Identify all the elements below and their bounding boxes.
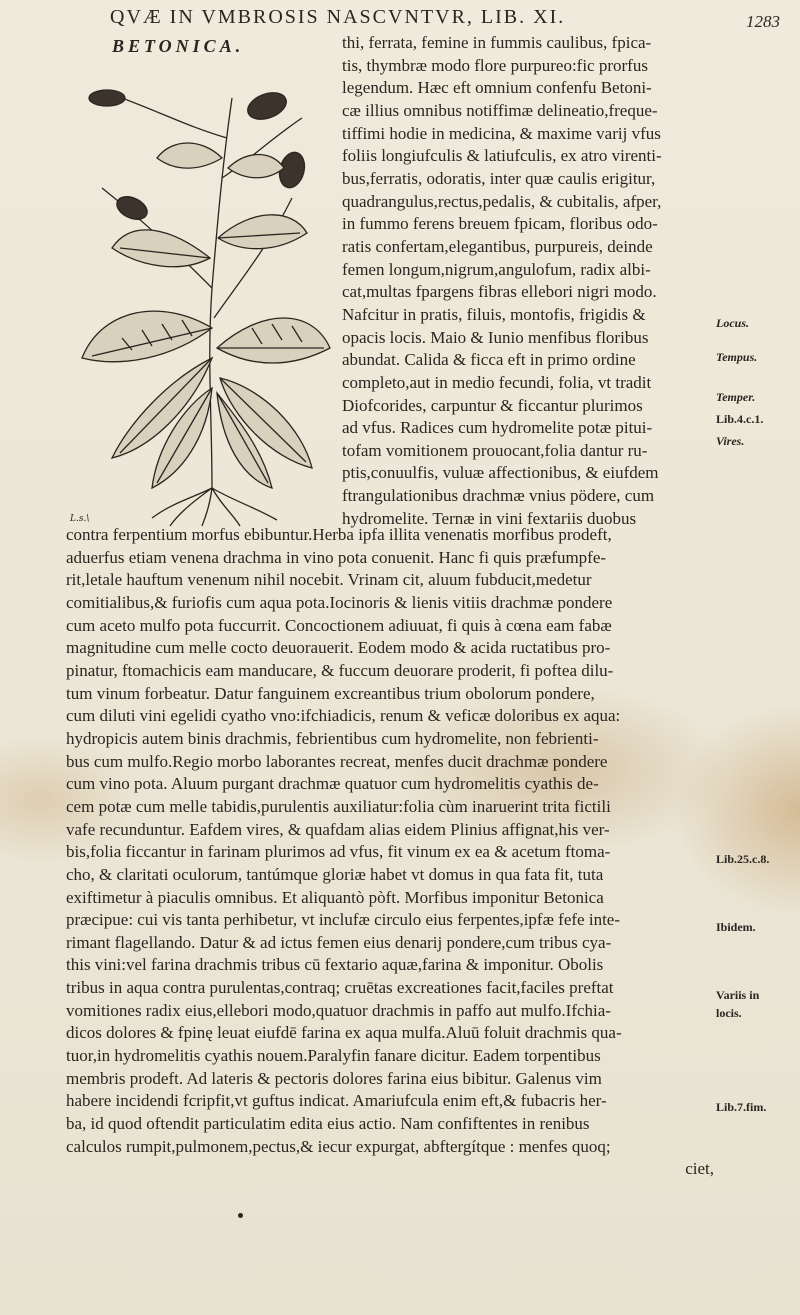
text-line: cum aceto mulfo pota fuccurrit. Concoctionem adiuuat, fi quis à cœna eam fabæ	[66, 615, 612, 635]
text-line: tuor,in hydromelitis cyathis nouem.Paralyfin fanare dicitur. Eadem torpentibus	[66, 1046, 601, 1066]
text-line: cum vino pota. Aluum purgant drachmæ quatuor cum hydromelitis cyathis de-	[66, 774, 599, 794]
margin-note-lib4: Lib.4.c.1.	[716, 412, 764, 426]
text-line: this vini:vel farina drachmis tribus cū fextario aquæ,farina & imponitur. Obolis	[66, 955, 604, 975]
text-line: habere incidendi fcripfit,vt guftus indicat. Amariufcula enim eft,& fubacris her-	[66, 1091, 607, 1111]
text-line: foliis longiufculis & latiufculis, ex atro virenti-	[342, 146, 662, 166]
margin-note-temper: Temper.	[716, 390, 756, 404]
text-line: aduerfus etiam venena drachma in vino pota conuenit. Hanc fi quis præfumpfe-	[66, 547, 607, 567]
margin-note-lib7: Lib.7.fim.	[716, 1100, 767, 1114]
text-line: ad vfus. Radices cum hydromelite potæ pitui-	[342, 418, 653, 438]
text-line: calculos rumpit,pulmonem,pectus,& iecur expurgat, abftergítque : menfes quoq;	[66, 1136, 611, 1156]
ink-dot	[238, 1213, 243, 1218]
text-line: cat,multas fpargens fibras ellebori nigri modo.	[342, 282, 657, 302]
upper-text-column	[342, 32, 712, 530]
text-line: contra ferpentium morfus ebibuntur.Herba ipfa illita venenatis morfibus prodeft,	[66, 525, 612, 544]
text-line: hydropicis autem binis drachmis, febrientibus cum hydromelite, non febrienti-	[66, 728, 599, 748]
margin-note-vires: Vires.	[716, 434, 745, 448]
margin-note-variis: Variis in	[716, 988, 760, 1002]
margin-note-tempus: Tempus.	[716, 350, 758, 364]
text-line: ciet,	[685, 1159, 714, 1179]
text-line: cho, & claritati oculorum, tantúmque gloriæ habet vt domus in qua fata fit, tuta	[66, 864, 604, 884]
text-line: legendum. Hæc eft omnium confenfu Betoni-	[342, 78, 652, 98]
text-line: thi, ferrata, femine in fummis caulibus, fpica-	[342, 33, 652, 52]
text-line: Nafcitur in pratis, filuis, montofis, frigidis &	[342, 304, 646, 324]
running-head: QVÆ IN VMBROSIS NASCVNTVR, LIB. XI.	[110, 6, 566, 28]
page-number: 1283	[746, 12, 780, 31]
text-line: vafe recunduntur. Eafdem vires, & quafdam alias eidem Plinius affignat,his ver-	[66, 819, 610, 839]
text-line: completo,aut in medio fecundi, folia, vt tradit	[342, 372, 652, 392]
text-line: tum vinum forbeatur. Datur fanguinem excreantibus trium obolorum pondere,	[66, 683, 595, 703]
text-line: bus,ferratis, odoratis, inter quæ caulis erigitur,	[342, 168, 656, 188]
text-line: ratis confertam,elegantibus, purpureis, deinde	[342, 236, 653, 256]
margin-note-lib25: Lib.25.c.8.	[716, 852, 770, 866]
text-line: ptis,conuulfis, vuluæ affectionibus, & eiufdem	[342, 463, 659, 483]
text-line: tiffimi hodie in medicina, & maxime varij vfus	[342, 123, 661, 143]
text-line: comitialibus,& furiofis cum aqua pota.Iocinoris & lienis vitiis drachmæ pondere	[66, 592, 613, 612]
text-line: cæ illius omnibus notiffimæ delineatio,freque-	[342, 100, 658, 120]
text-line: hydromelite. Ternæ in vini fextariis duobus	[342, 508, 637, 528]
text-line: cum diluti vini egelidi cyatho vno:ifchiadicis, renum & veficæ doloribus ex aqua:	[66, 706, 621, 726]
text-line: præcipue: cui vis tanta perhibetur, vt inclufæ circulo eius ferpentes,ipfæ fefe inte-	[66, 910, 620, 930]
text-line: magnitudine cum melle cocto deuorauerit. Eodem modo & acida ructatibus pro-	[66, 638, 611, 658]
text-line: tribus in aqua contra purulentas,contraq; cruētas excreationes facit,faciles preftat	[66, 978, 614, 998]
text-line: bis,folia ficcantur in farinam plurimos ad vfus, fit vinum ex ea & acetum ftoma-	[66, 842, 611, 862]
text-line: cem potæ cum melle tabidis,purulentis auxiliatur:folia cùm inaruerint trita fictili	[66, 796, 611, 816]
text-line: tofam vomitionem prouocant,folia dantur ru-	[342, 440, 648, 460]
text-line: opacis locis. Maio & Iunio menfibus floribus	[342, 327, 649, 347]
text-line: membris prodeft. Ad lateris & pectoris dolores farina eius bibitur. Galenus vim	[66, 1068, 602, 1088]
margin-note-locis: locis.	[716, 1006, 742, 1020]
text-line: rimant flagellando. Datur & ad ictus femen eius denarij pondere,cum tribus cya-	[66, 932, 612, 952]
text-line: exiftimetur à piaculis omnibus. Et aliquantò pòft. Morfibus imponitur Betonica	[66, 887, 604, 907]
text-line: rit,letale hauftum venenum nihil nocebit. Vrinam cit, aluum fubducit,medetur	[66, 570, 592, 590]
margin-note-locus: Locus.	[716, 316, 749, 330]
text-line: pinatur, ftomachicis eam manducare, & fuccum deuorare proderit, fi poftea dilu-	[66, 660, 614, 680]
text-line: ba, id quod oftendit particulatim edita eius actio. Nam confiftentes in renibus	[66, 1114, 590, 1134]
text-line: femen longum,nigrum,angulofum, radix albi-	[342, 259, 651, 279]
text-line: vomitiones radix eius,ellebori modo,quatuor drachmis in paffo aut mulfo.Ifchia-	[66, 1000, 611, 1020]
margin-note-ibidem: Ibidem.	[716, 920, 756, 934]
text-line: Diofcorides, carpuntur & ficcantur plurimos	[342, 395, 643, 415]
text-line: abundat. Calida & ficca eft in primo ordine	[342, 350, 636, 370]
betony-plant-woodcut-icon	[62, 58, 337, 528]
plant-title: BETONICA.	[112, 36, 245, 56]
text-line: ftrangulationibus drachmæ vnius pödere, cum	[342, 486, 655, 506]
text-line: quadrangulus,rectus,pedalis, & cubitalis, afper,	[342, 191, 662, 211]
text-line: in fummo ferens breuem fpicam, floribus odo-	[342, 214, 658, 234]
text-line: dicos dolores & fpinę leuat eiufdē farina ex aqua mulfa.Aluū foluit drachmis qua-	[66, 1023, 622, 1043]
text-line: bus cum mulfo.Regio morbo laborantes recreat, menfes ducit drachmæ pondere	[66, 751, 608, 771]
lower-text-column	[66, 524, 714, 1181]
text-line: tis, thymbræ modo flore purpureo:fic prorfus	[342, 55, 648, 75]
woodcut-signature: L.s.\	[70, 514, 90, 524]
